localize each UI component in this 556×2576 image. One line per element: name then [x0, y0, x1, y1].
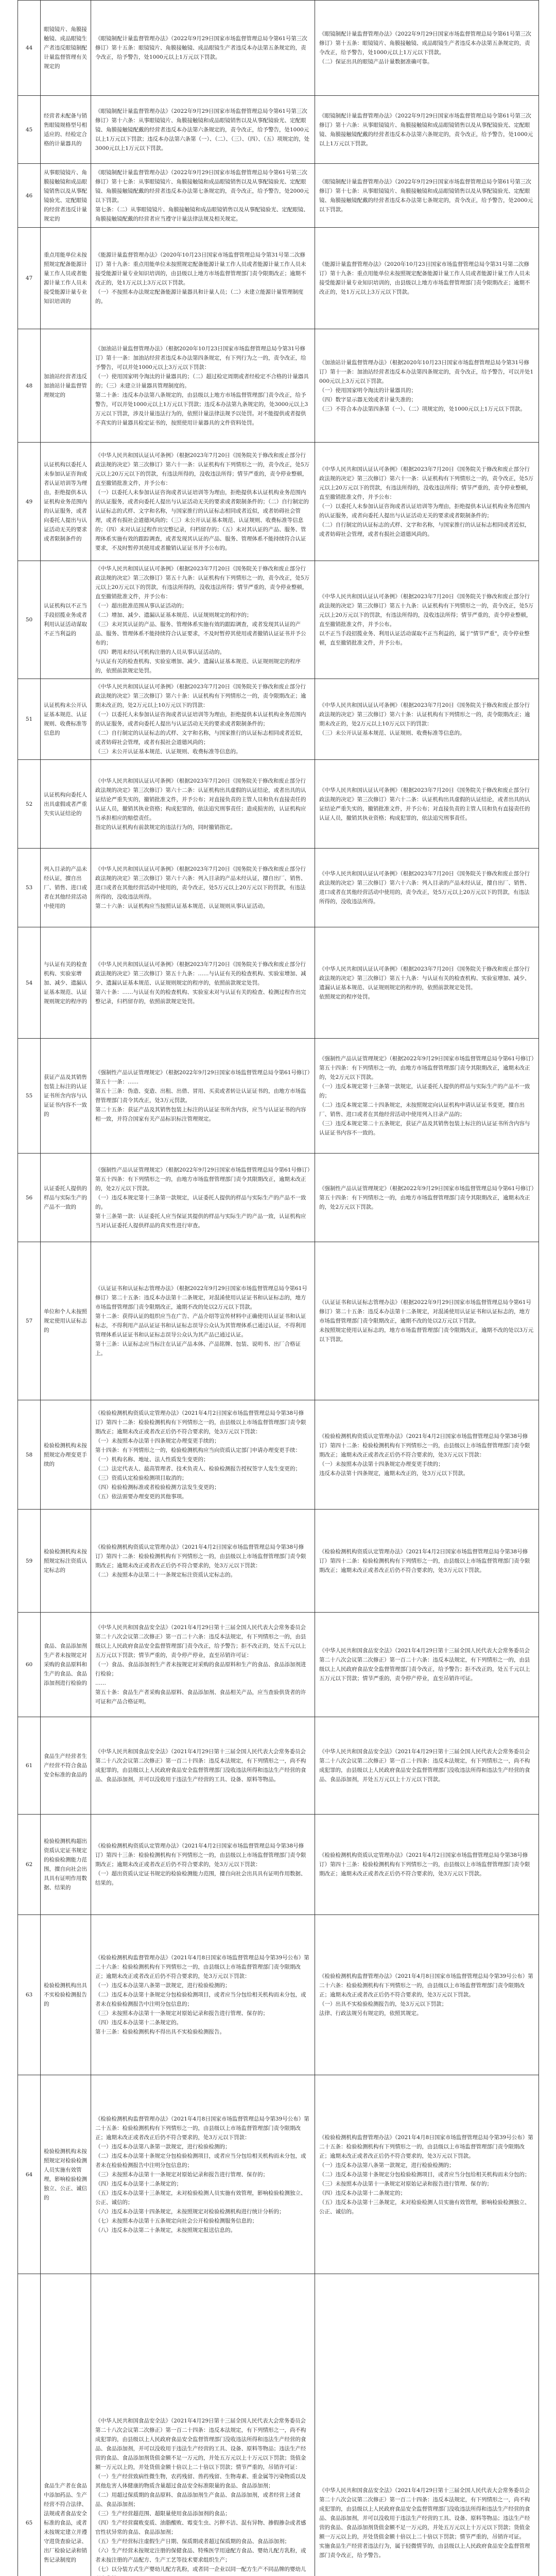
violation-name-cell [41, 1510, 91, 1613]
row-number-cell [18, 1242, 41, 1400]
violation-name-cell [41, 2075, 91, 2274]
table-row [18, 927, 539, 1039]
penalty-standard-cell [315, 164, 539, 228]
row-number-cell [18, 2274, 41, 2576]
penalty-basis-cell [91, 1039, 315, 1154]
violation-name-cell [41, 164, 91, 228]
row-number-cell [18, 1815, 41, 1915]
violation-name-cell [41, 1815, 91, 1915]
row-number: 52 [25, 801, 33, 807]
penalty-standard: 《认证证书和认证标志管理办法》（根据2022年9月29日国家市场监督管理总局令第61号修订）第二十五条：违反本办法第十二条规定，对混淆使用认证证书和认证标志的，地方市场监督管理部门责令限期改正，逾期不改的处以2万元以下罚款。 未按照规定使用认证标志的，地方市场监督管理部门责令限期改正，逾期不改的处以3万元以下罚款。 [319, 1299, 534, 1343]
penalty-basis-cell [91, 561, 315, 679]
penalty-standard: 《检验检测机构资质认定管理办法》（2021年4月2日国家市场监督管理总局令第38号修订）第四十二条：检验检测机构有下列情形之一的，由县级以上市场监督管理部门责令限期改正；逾期未改正或者改正后仍不符合要求的，处3万元以下罚款： （一）未按照本办法第十四条规定办理变更手续的； 违反本办法第十四条规定，逾期未改正的，处3万元以下罚款。 [319, 1433, 530, 1477]
row-number-cell [18, 443, 41, 561]
penalty-standard: 《检验检测机构资质认定管理办法》（2021年4月2日国家市场监督管理总局令第38号修订）第四十三条：检验检测机构有下列情形之一的，由县级以上市场监督管理部门责令限期改正；逾期未改正或者改正后仍不符合要求的，处3万元以下罚款。 [319, 1852, 530, 1877]
penalty-basis-cell [91, 1154, 315, 1242]
penalty-basis-cell [91, 1613, 315, 1717]
violation-name-cell [41, 927, 91, 1039]
table-row [18, 1154, 539, 1242]
violation-name: 检验检测机构未按照规定标注资质认定标志的 [44, 1548, 87, 1573]
penalty-basis-cell [91, 1400, 315, 1510]
penalty-standard-cell [315, 927, 539, 1039]
penalty-standard: 《中华人民共和国认证认可条例》（根据2023年7月20日《国务院关于修改和废止部分行政法规的决定》第三次修订）第六十二条：认证机构出具虚假的认证结论，或者出具的认证结论严重失实的，撤销批准文件，并予公布；对直接负责的主管人员和负有直接责任的认证人员，撤销其执业资格；构成犯罪的，依法追究刑事责任。 [319, 787, 530, 821]
penalty-standard-cell [315, 1, 539, 96]
row-number-cell [18, 329, 41, 443]
violation-name-cell [41, 1, 91, 96]
violation-name-cell [41, 1717, 91, 1815]
penalty-basis-cell [91, 2274, 315, 2576]
penalty-basis: 《检验检测机构资质认定管理办法》（2021年4月2日国家市场监督管理总局令第38号修订）第四十二条：检验检测机构有下列情形之一的，由县级以上市场监督管理部门责令限期改正；逾期未改正或者改正后仍不符合要求的，处3万元以下罚款： （二）未按照本办法第二十一条规定标注资质认定标志的。 [95, 1544, 306, 1578]
penalty-basis-cell [91, 760, 315, 849]
penalty-standard: 《检验检测机构监督管理办法》（2021年4月8日国家市场监督管理总局令第39号公布）第二十六条：检验检测机构有下列情形之一的，由县级以上市场监督管理部门责令限期改正；逾期未改正或者改正后仍不符合要求的，处3万元以下罚款。 （一）出具不实检验检测报告的，处3万元以下罚款； 法律、行政法规另有规定的，依照其规定。 [319, 1973, 533, 2016]
row-number: 57 [25, 1318, 33, 1324]
penalty-basis: 《强制性产品认证管理规定》（根据2022年9月29日国家市场监督管理总局令第61号修订）第五十一条：…… 第五十三条：伪造、变造、出租、出借、冒用、买卖或者转让认证证书的，由地方市场监督管理部门责令其改正，处3万元罚款。 第二十五条：获证产品及其销售包装上标注的认证证书所含内容，应当与认证证书的内容相一致，并符合国家有关产品标识标注管理规定。 [95, 1070, 310, 1122]
penalty-table [18, 0, 539, 2576]
penalty-standard: 《强制性产品认证管理规定》（根据2022年9月29日国家市场监督管理总局令第61号修订）第五十四条：有下列情形之一的，由地方市场监督管理部门责令其限期改正，逾期未改正的，处2万元以下罚款。 （一）违反本规定第十三条第一款规定，认证委托人提供的样品与实际生产的产品不一致的； （二）违反本规定第二十四条规定，未按照规定向认证机构申请认证证书变更，擅自出厂、销售、进口或者在其他经营活动中使用列入目录产品的； （三）违反本规定第二十五条规定，获证产品及其销售包装上标注的认证证书所含内容与认证证书内容不一致的。 [319, 1056, 534, 1136]
violation-name: 食品生产者在食品中添加药品、生产经营不符合法律、法规或者食品安全标准的食品，或者未按规定建立并遵守进货查验记录、出厂检验记录和销售记录制度的 [44, 2482, 87, 2563]
penalty-standard-cell [315, 679, 539, 760]
penalty-standard-cell [315, 1613, 539, 1717]
violation-name: 获证产品及其销售包装上标注的认证证书所含内容与认证证书内容不一致的 [44, 1074, 87, 1117]
penalty-basis: 《检验检测机构监督管理办法》（2021年4月8日国家市场监督管理总局令第39号公布）第二十五条：检验检测机构有下列情形之一的，由县级以上市场监督管理部门责令限期改正；逾期未改正或者改正后仍不符合要求的，处3万元以下罚款： （一）违反本办法第八条第一款规定，进行检验检测的； （二）违反本办法第十条规定分包检验检测项目，或者应当分包给相关机构而未分包，或者未在检验检测报告中注明分包信息的； （三）未按照本办法第十一条规定对原始记录和报告进行管理、保存的； （四）违反本办法第十二条规定的； （五）违反本办法第十三条规定，未对检验检测人员实施有效管理，影响检验检测独立、公正、诚信的； （六）违反本办法第十四条规定，未按照规定对检验检测机构进行统计分析的； （七）未按照本办法第十五条规定向社会公开检验检测服务信息的； （八）违反本办法第二十条规定，未按照规定报送信息的。 [95, 2115, 309, 2233]
penalty-basis-cell [91, 1915, 315, 2075]
penalty-standard-cell [315, 849, 539, 927]
row-number: 46 [25, 192, 33, 199]
penalty-standard-cell [315, 1400, 539, 1510]
penalty-basis: 《检验检测机构资质认定管理办法》（2021年4月2日国家市场监督管理总局令第38号修订）第四十二条：检验检测机构有下列情形之一的，由县级以上市场监督管理部门责令限期改正；逾期未改正或者改正后仍不符合要求的，处3万元以下罚款： （一）未按照本办法第十四条规定办理变更手续的； 第十四条：有下列情形之一的，检验检测机构应当向资质认定部门申请办理变更手续： （一）机构名称、地址、法人性质发生变更的； （二）法定代表人、最高管理者、技术负责人、检验检测报告授权签字人发生变更的； （三）资质认定检验检测项目取消的； （四）检验检测标准或者检验检测方法发生变更的； （五）依法需要办理变更的其他事项。 [95, 1410, 306, 1500]
penalty-basis: 《检验检测机构资质认定管理办法》（2021年4月2日国家市场监督管理总局令第38号修订）第四十三条：检验检测机构有下列情形之一的，由县级以上市场监督管理部门责令限期改正；逾期未改正或者改正后仍不符合要求的，处3万元以下罚款： （一）超出资质认定证书规定的检验检测能力范围，擅自向社会出具具有证明作用数据、结果的。 [95, 1843, 306, 1886]
row-number-cell [18, 679, 41, 760]
table-row [18, 2075, 539, 2274]
penalty-basis: 《中华人民共和国认证认可条例》（根据2023年7月20日《国务院关于修改和废止部分行政法规的决定》第三次修订）第六十条：认证机构有下列情形之一的，责令限期改正；逾期未改正的，处2万元以上10万元以下的罚款： （一）以委托人未参加认证咨询或者认证培训等为理由，拒绝提供本认证机构业务范围内的认证服务，或者向委托人提出与认证活动无关的要求或者限制条件的； （二）自行制定的认证标志的式样、文字和名称，与国家推行的认证标志相同或者近似，或者妨碍社会管理，或者有损社会道德风尚的； （三）未公开认证基本规范、认证规则、收费标准等信息的。 [95, 684, 306, 755]
table-row [18, 329, 539, 443]
penalty-basis-cell [91, 1242, 315, 1400]
penalty-standard: 《中华人民共和国认证认可条例》（根据2023年7月20日《国务院关于修改和废止部分行政法规的决定》第三次修订）第六十条：认证机构有下列情形之一的，责令限期改正；逾期未改正的，处2万元以上10万元以下的罚款： （三）未公开认证基本规范、认证规则、收费标准等信息的。 [319, 702, 530, 736]
penalty-standard-cell [315, 1242, 539, 1400]
table-row [18, 561, 539, 679]
table-row [18, 96, 539, 164]
violation-name-cell [41, 96, 91, 164]
violation-name: 认证委托人提供的样品与实际生产的产品不一致的 [44, 1185, 87, 1210]
table-row [18, 849, 539, 927]
violation-name: 认证机构未公开认证基本规范、认证规则、收费标准等信息的 [44, 702, 87, 736]
violation-name-cell [41, 228, 91, 329]
penalty-basis-cell [91, 927, 315, 1039]
table-row [18, 443, 539, 561]
penalty-standard-cell [315, 443, 539, 561]
penalty-standard: 《加油站计量监督管理办法》（根据2020年10月23日国家市场监督管理总局令第31号修订）第十一条：加油站经营者违反本办法第四条规定的，责令改正，给予警告，可以并处1000元以上3万元以下罚款。 （一）使用国家明令淘汰的计量器具的； （四）数字显示器无效或者计量失准的； （三）不符合本办法第四条第（一）、（二）项规定的，处1000元以上1万元以下罚款。 [319, 359, 534, 412]
penalty-basis: 《中华人民共和国认证认可条例》（根据2023年7月20日《国务院关于修改和废止部分行政法规的决定》第三次修订）第五十九条：……与认证有关的检查机构、实验室增加、减少、遗漏认证基本规范、认证规则规定的程序的，依照前款规定处罚。 第六十条：……与认证有关的检查机构、实验室未对与认证有关的检查、检测过程作出完整记录，归档留存的，依照前款规定处罚。 [95, 961, 306, 1005]
row-number: 56 [25, 1194, 33, 1201]
row-number: 63 [25, 1992, 33, 1998]
penalty-standard-cell [315, 1815, 539, 1915]
violation-name-cell [41, 760, 91, 849]
penalty-standard-cell [315, 561, 539, 679]
row-number: 45 [25, 126, 33, 133]
violation-name: 食品、食品添加剂生产者未按规定对采购的食品原料和生产的食品、食品添加剂进行检验的 [44, 1643, 87, 1686]
penalty-basis-cell [91, 1, 315, 96]
penalty-standard: 《中华人民共和国食品安全法》（2021年4月29日第十三届全国人民代表大会常务委员会第二十八次会议第二次修正）第一百二十四条：违反本法规定，有下列情形之一，尚不构成犯罪的，由县级以上人民政府食品安全监督管理部门没收违法所得和违法生产经营的食品、食品添加剂，并处五万元以上十万元以下罚款。 [319, 1749, 530, 1783]
violation-name-cell [41, 1915, 91, 2075]
violation-name: 从事眼镜镜片、角膜接触镜和成品眼镜销售以及从事配镜验光、定配眼镜的经营者违反计量规定的 [44, 169, 87, 222]
penalty-standard-cell [315, 228, 539, 329]
violation-name: 检验检测机构未按照规定对检验检测人员实施有效管理，影响检验检测独立、公正、诚信的 [44, 2148, 87, 2201]
row-number-cell [18, 1039, 41, 1154]
violation-name: 认证机构向委托人出具虚假或者严重失实认证结论的 [44, 791, 87, 817]
penalty-standard: 《中华人民共和国食品安全法》（2021年4月29日第十三届全国人民代表大会常务委员会第二十八次会议第二次修正）第一百二十六条：违反本法规定，有下列情形之一的，由县级以上人民政府食品安全监督管理部门责令改正，给予警告；拒不改正的，处五千元以上五万元以下罚款；情节严重的，责令停产停业，直至吊销许可证。 [319, 1648, 530, 1682]
penalty-basis-cell [91, 228, 315, 329]
row-number-cell [18, 760, 41, 849]
row-number-cell [18, 561, 41, 679]
row-number: 49 [25, 498, 33, 505]
table-row [18, 1, 539, 96]
penalty-basis: 《认证证书和认证标志管理办法》（根据2022年9月29日国家市场监督管理总局令第61号修订）第二十五条：违反本办法第十二条规定，对混淆使用认证证书和认证标志的，地方市场监督管理部门责令限期改正，逾期不改的处以2万元以下罚款。 第十二条：获得认证的组织应当在广告、产品介绍等宣传材料中正确使用认证证书和认证标志，不得利用产品认证证书和认证标志误导公众认为其管理体系已通过认证，不得利用管理体系认证证书和认证标志误导公众认为其产品已通过认证。 第十三条：认证标志应当标注在认证产品本体、产品铭牌、包装、说明书、出厂合格证上。 [95, 1285, 307, 1357]
penalty-basis-cell [91, 96, 315, 164]
penalty-basis: 《眼镜制配计量监督管理办法》（2022年9月29日国家市场监督管理总局令第61号第三次修订）第十五条：眼镜镜片、角膜接触镜、成品眼镜生产者违反本办法第五条规定的，责令改正，给予警告，处1000元以上1万元以下罚款。 [95, 36, 307, 60]
penalty-standard-cell [315, 2075, 539, 2274]
row-number-cell [18, 2075, 41, 2274]
violation-name-cell [41, 329, 91, 443]
penalty-basis: 《中华人民共和国食品安全法》（2021年4月29日第十三届全国人民代表大会常务委员会第二十八次会议第二次修正）第一百二十四条：违反本法规定，有下列情形之一，尚不构成犯罪的，由县级以上人民政府食品安全监督管理部门没收违法所得和违法生产经营的食品、食品添加剂，并可以没收用于违法生产经营的工具、设备、原料等物品；违法生产经营的食品、食品添加剂货值金额不足一万元的，并处五万元以上十万元以下罚款；货值金额一万元以上的，并处货值金额十倍以上二十倍以下罚款；情节严重的，吊销许可证： （一）生产经营致病性微生物，农药残留、兽药残留、生物毒素、重金属等污染物质以及其他危害人体健康的物质含量超过食品安全标准限量的食品、食品添加剂； （二）用超过保质期的食品原料、食品添加剂生产食品、食品添加剂，或者经营上述食品、食品添加剂； （三）生产经营超范围、超限量使用食品添加剂的食品； （四）生产经营腐败变质、油脂酸败、霉变生虫、污秽不洁、混有异物、掺假掺杂或者感官性状异常的食品、食品添加剂； （五）生产经营标注虚假生产日期、保质期或者超过保质期的食品、食品添加剂； （六）生产经营未按规定注册的保健食品、特殊医学用途配方食品、婴幼儿配方乳粉，或者未按注册的产品配方、生产工艺等技术要求组织生产； （七）以分装方式生产婴幼儿配方乳粉，或者同一企业以同一配方生产不同品牌的婴幼儿 [95, 2417, 306, 2572]
violation-name-cell [41, 561, 91, 679]
row-number: 44 [25, 45, 33, 51]
penalty-basis-cell [91, 1815, 315, 1915]
penalty-standard-cell [315, 1154, 539, 1242]
violation-name-cell [41, 443, 91, 561]
penalty-basis: 《能源计量监督管理办法》（2020年10月23日国家市场监督管理总局令第31号第二次修订）第十九条：重点用能单位未按照规定配备能源计量工作人员或者能源计量工作人员未接受能源计量专业知识培训的，由县级以上地方市场监督管理部门责令限期改正；逾期不改正的，处1万元以上3万元以下罚款。 （一）不按照本办法规定配备能源计量器具和计量人员；（二）未建立能源计量管理制度的。 [95, 252, 306, 304]
violation-name: 与认证有关的检查机构、实验室增加、减少、遗漏认证基本规范、认证规则规定的程序的 [44, 961, 87, 1005]
violation-name-cell [41, 1400, 91, 1510]
table-row [18, 1915, 539, 2075]
row-number-cell [18, 1613, 41, 1717]
violation-name-cell [41, 679, 91, 760]
row-number: 61 [25, 1762, 33, 1769]
penalty-standard-cell [315, 2274, 539, 2576]
row-number: 53 [25, 885, 33, 891]
row-number: 54 [25, 979, 33, 986]
penalty-basis-cell [91, 443, 315, 561]
penalty-standard: 《中华人民共和国认证认可条例》（根据2023年7月20日《国务院关于修改和废止部分行政法规的决定》第三次修订）第五十九条：认证机构有下列情形之一的，责令改正，处5万元以上20万元以下的罚款，有违法所得的，没收违法所得；情节严重的，责令停业整顿，直至撤销批准文件，并予公布。 以不正当手段招揽业务、利用认证活动谋取不正当利益的，属于"情节严重"，责令停业整顿，直至撤销批准文件，并予公布。 [319, 594, 534, 646]
penalty-basis: 《强制性产品认证管理规定》（根据2022年9月29日国家市场监督管理总局令第61号修订）第五十四条：有下列情形之一的，由地方市场监督管理部门责令其限期改正，逾期未改正的，处2万元以下罚款。 （一）违反本规定第十三条第一款规定，认证委托人提供的样品与实际生产的产品不一致的。 第十三条第一款：认证委托人应当保证其提供的样品与实际生产的产品一致，认证机构应当对认证委托人提供样品的真实性进行审查。 [95, 1166, 310, 1229]
row-number: 62 [25, 1861, 33, 1868]
violation-name: 列入目录的产品未经认证，擅自出厂、销售、进口或者在其他经营活动中使用的 [44, 866, 87, 909]
row-number: 64 [25, 2171, 33, 2178]
row-number: 47 [25, 275, 33, 281]
penalty-standard: 《中华人民共和国认证认可条例》（根据2023年7月20日《国务院关于修改和废止部分行政法规的决定》第三次修订）第五十九条：与认证有关的检查机构、实验室增加、减少、遗漏认证基本规范、认证规则规定的程序的，依照前款规定处罚。 依照规定的程序处罚。 [319, 965, 530, 1000]
violation-name: 眼镜镜片、角膜接触镜、成品眼镜生产者违反眼镜制配计量监督管理有关规定的 [44, 26, 87, 70]
row-number-cell [18, 1, 41, 96]
violation-name: 经营者未配备与销售眼镜规格型号相适应的、经检定合格的计量器具的 [44, 112, 87, 147]
penalty-basis: 《眼镜制配计量监督管理办法》（2022年9月29日国家市场监督管理总局令第61号第三次修订）第十七条：从事眼镜镜片、角膜接触镜和成品眼镜销售以及从事配镜验光、定配眼镜、角膜接触镜配戴的经营者违反本办法第七条规定的，责令改正，给予警告，处2000元以下罚款。 第七条：（二）从事眼镜镜片、角膜接触镜和成品眼镜销售以及从事配镜验光、定配眼镜、角膜接触镜配戴的经营者应当遵守计量法律法规及相关规定。 [95, 169, 309, 222]
table-row [18, 760, 539, 849]
penalty-standard-cell [315, 329, 539, 443]
penalty-basis-cell [91, 679, 315, 760]
table-row [18, 1613, 539, 1717]
penalty-standard: 《眼镜制配计量监督管理办法》（2022年9月29日国家市场监督管理总局令第61号第三次修订）第十六条：从事眼镜镜片、角膜接触镜和成品眼镜销售以及从事配镜验光、定配眼镜、角膜接触镜配戴的经营者违反本办法第六条规定的，责令改正，给予警告，处1000元以上1万元以下罚款。 [319, 112, 533, 147]
penalty-standard-cell [315, 1510, 539, 1613]
violation-name-cell [41, 1613, 91, 1717]
penalty-basis: 《加油站计量监督管理办法》（根据2020年10月23日国家市场监督管理总局令第31号修订）第十一条：加油站经营者违反本办法第四条规定，有下列行为之一的，责令改正，给予警告，可以并处1000元以上3万元以下罚款： （一）使用国家明令淘汰的计量器具的；（二）超过检定周期或者经检定不合格的计量器具的；（三）未建立计量器具管理制度的。 第二十条：违反本办法第八条规定的，由县级以上地方市场监督管理部门责令改正，给予警告，可以并处1000元以上1万元以下罚款；违反本办法第九条规定的，处3000元以上3万元以下罚款，涉及计量违法行为的，依照计量法律法规予以处罚。对不能提供或者提供不真实的计量器具检定证书的，按照使用计量器具的文件资料处罚。 [95, 345, 309, 426]
row-number: 48 [25, 382, 33, 389]
violation-name-cell [41, 1039, 91, 1154]
row-number: 51 [25, 716, 33, 722]
row-number-cell [18, 849, 41, 927]
penalty-standard: 《眼镜制配计量监督管理办法》（2022年9月29日国家市场监督管理总局令第61号第三次修订）第十五条：眼镜镜片、角膜接触镜、成品眼镜生产者违反本办法第五条规定的，责令改正，给予警告，处1000元以上1万元以下罚款。 （二）保证出具的眼镜产品计量数据准确可靠。 [319, 31, 531, 65]
violation-name: 单位和个人未按照规定使用认证标志的 [44, 1309, 87, 1333]
penalty-basis: 《中华人民共和国认证认可条例》（根据2023年7月20日《国务院关于修改和废止部分行政法规的决定》第三次修订）第六十一条：认证机构有下列情形之一的，责令改正，处5万元以上20万元以下的罚款，有违法所得的，没收违法所得；情节严重的，责令停业整顿，直至撤销批准文件，并予公布： （一）以委托人未参加认证咨询或者认证培训等为理由，拒绝提供本认证机构业务范围内的认证服务，或者向委托人提出与认证活动无关的要求或者限制条件的；（二）自行制定的认证标志的式样、文字和名称，与国家推行的认证标志相同或者近似，或者妨碍社会管理，或者有损社会道德风尚的；（三）未公开认证基本规范、认证规则、收费标准等信息的；（四）未对认证过程作出完整记录，归档留存的；（五）未对其认证的产品、服务、管理体系实施有效的跟踪调查，或者发现其认证的产品、服务、管理体系不能持续符合认证要求，不及时暂停其使用或者撤销认证证书并予公布的。 [95, 452, 310, 551]
row-number-cell [18, 1915, 41, 2075]
penalty-standard: 《中华人民共和国认证认可条例》（根据2023年7月20日《国务院关于修改和废止部分行政法规的决定》第三次修订）第六十一条：认证机构有下列情形之一的，责令改正，处5万元以上20万元以下的罚款，有违法所得的，没收违法所得；情节严重的，责令停业整顿，直至撤销批准文件，并予公布： （一）以委托人未参加认证咨询或者认证培训等为理由，拒绝提供本认证机构业务范围内的认证服务，或者向委托人提出与认证活动无关的要求或者限制条件的； （二）自行制定的认证标志的式样、文字和名称，与国家推行的认证标志相同或者近似，或者妨碍社会管理，或者有损社会道德风尚的。 [319, 466, 534, 537]
violation-name: 认证机构以不正当手段招揽业务或者利用认证活动谋取不正当利益的 [44, 603, 87, 637]
table-body [18, 1, 539, 2576]
row-number: 58 [25, 1451, 33, 1458]
table-row [18, 1400, 539, 1510]
violation-name: 检验检测机构超出资质认定证书规定的检验检测能力范围，擅自向社会出具具有证明作用数据、结果的 [44, 1838, 87, 1891]
row-number: 59 [25, 1557, 33, 1564]
penalty-standard-cell [315, 1915, 539, 2075]
row-number: 65 [25, 2519, 33, 2526]
penalty-standard: 《能源计量监督管理办法》（2020年10月23日国家市场监督管理总局令第31号第二次修订）第十九条：重点用能单位未按照规定配备能源计量工作人员或者能源计量工作人员未接受能源计量专业知识培训的，由县级以上地方市场监督管理部门责令限期改正；逾期不改正的，处1万元以上3万元以下罚款。 [319, 261, 530, 295]
row-number: 50 [25, 617, 33, 623]
violation-name: 加油站经营者违反加油站计量监督管理规定的 [44, 373, 87, 398]
penalty-standard-cell [315, 1039, 539, 1154]
penalty-standard: 《中华人民共和国认证认可条例》（根据2023年7月20日《国务院关于修改和废止部分行政法规的决定》第三次修订）第六十六条：列入目录的产品未经认证，擅自出厂、销售、进口或者在其他经营活动中使用的，责令改正，处5万元以上20万元以下的罚款，有违法所得的，没收违法所得。 [319, 871, 530, 905]
violation-name-cell [41, 2274, 91, 2576]
penalty-basis-cell [91, 2075, 315, 2274]
penalty-basis: 《中华人民共和国认证认可条例》（根据2023年7月20日《国务院关于修改和废止部分行政法规的决定》第三次修订）第六十六条：列入目录的产品未经认证，擅自出厂、销售、进口或者在其他经营活动中使用的，责令改正，处5万元以上20万元以下的罚款，有违法所得的，没收违法所得。 第二十六条：认证机构应当按照认证基本规范、认证规则从事认证活动。 [95, 866, 306, 909]
penalty-basis: 《中华人民共和国认证认可条例》（根据2023年7月20日《国务院关于修改和废止部分行政法规的决定》第三次修订）第六十二条：认证机构出具虚假的认证结论，或者出具的认证结论严重失实的，撤销批准文件，并予公布；对直接负责的主管人员和负有直接责任的认证人员，撤销其执业资格；构成犯罪的，依法追究刑事责任；造成损害的，认证机构应当承担相应的赔偿责任。 指定的认证机构有前款规定的违法行为的，同时撤销指定。 [95, 777, 306, 831]
penalty-basis-cell [91, 329, 315, 443]
table-row [18, 1039, 539, 1154]
violation-name: 检验检测机构出具不实检验检测报告的 [44, 1982, 87, 2007]
violation-name: 认证机构以委托人未参加认证咨询或者认证培训等为理由，拒绝提供本认证机构业务范围内的认证服务，或者向委托人提出与认证活动无关的要求或者限制条件的 [44, 461, 87, 542]
penalty-standard: 《检验检测机构资质认定管理办法》（2021年4月2日国家市场监督管理总局令第38号修订）第四十二条：检验检测机构有下列情形之一的，由县级以上市场监督管理部门责令限期改正；逾期未改正或者改正后仍不符合要求的，处3万元以下罚款。 [319, 1548, 530, 1573]
row-number-cell [18, 228, 41, 329]
penalty-basis-cell [91, 164, 315, 228]
penalty-basis: 《中华人民共和国认证认可条例》（根据2023年7月20日《国务院关于修改和废止部分行政法规的决定》第三次修订）第五十九条：认证机构有下列情形之一的，责令改正，处5万元以上20万元以下的罚款，有违法所得的，没收违法所得；情节严重的，责令停业整顿，直至撤销批准文件，并予公布： （一）超出批准范围从事认证活动的； （二）增加、减少、遗漏认证基本规范、认证规则规定的程序的； （三）未对其认证的产品、服务、管理体系实施有效的跟踪调查，或者发现其认证的产品、服务、管理体系不能持续符合认证要求，不及时暂停其使用或者撤销认证证书并予公布的； （四）聘用未经认可机构注册的人员从事认证活动的。 与认证有关的检查机构、实验室增加、减少、遗漏认证基本规范、认证规则规定的程序的，依照前款规定处罚。 [95, 566, 310, 674]
violation-name: 检验检测机构未按照规定办理变更手续的 [44, 1442, 87, 1467]
penalty-basis-cell [91, 1510, 315, 1613]
penalty-standard: 《眼镜制配计量监督管理办法》（2022年9月29日国家市场监督管理总局令第61号第三次修订）第十七条：从事眼镜镜片、角膜接触镜和成品眼镜销售以及从事配镜验光、定配眼镜、角膜接触镜配戴的经营者违反本办法第七条规定的，责令改正，给予警告，处2000元以下罚款。 [319, 178, 533, 213]
penalty-standard: 《强制性产品认证管理规定》（根据2022年9月29日国家市场监督管理总局令第61号修订）第五十四条：有下列情形之一的，由地方市场监督管理部门责令其限期改正，逾期未改正的，处2万元以下罚款。 [319, 1185, 534, 1210]
row-number: 60 [25, 1662, 33, 1668]
table-row [18, 164, 539, 228]
penalty-standard-cell [315, 96, 539, 164]
table-row [18, 1815, 539, 1915]
penalty-basis: 《眼镜制配计量监督管理办法》（2022年9月29日国家市场监督管理总局令第61号第三次修订）第十六条：从事眼镜镜片、角膜接触镜和成品眼镜销售以及从事配镜验光、定配眼镜、角膜接触镜配戴的经营者违反本办法第六条规定的，责令改正，给予警告，处1000元以上1万元以下罚款；违反本办法第六条第（一）、（二）、（三）、（四）、（五）项规定的，处3000元以上1万元以下罚款。 [95, 108, 310, 151]
row-number-cell [18, 1154, 41, 1242]
table-row [18, 679, 539, 760]
table-row [18, 1717, 539, 1815]
table-row [18, 1242, 539, 1400]
penalty-basis: 《检验检测机构监督管理办法》（2021年4月8日国家市场监督管理总局令第39号公布）第二十六条：检验检测机构有下列情形之一的，由县级以上市场监督管理部门责令限期改正；逾期未改正或者改正后仍不符合要求的，处3万元以下罚款： （一）违反本办法第八条第一款规定，进行检验检测的； （二）违反本办法第十条规定分包检验检测项目，或者应当分包给相关机构而未分包，或者未在检验检测报告中注明分包信息的； （三）未按照本办法第十一条规定对原始记录和报告进行管理、保存的； （四）违反本办法第十二条规定的。 第十三条：检验检测机构不得出具不实检验检测报告。 [95, 1955, 309, 2035]
row-number-cell [18, 96, 41, 164]
penalty-standard: 《中华人民共和国食品安全法》（2021年4月29日第十三届全国人民代表大会常务委员会第二十八次会议第二次修正）第一百二十四条：违反本法规定，有下列情形之一，尚不构成犯罪的，由县级以上人民政府食品安全监督管理部门没收违法所得和违法生产经营的食品、食品添加剂，并可以没收用于违法生产经营的工具、设备、原料等物品；违法生产经营的食品、食品添加剂货值金额不足一万元的，并处五万元以上十万元以下罚款；货值金额一万元以上的，并处货值金额十倍以上二十倍以下罚款；情节严重的，吊销许可证。 实施食品生产经营者违法行为，属于轻微情节的，由县级以上人民政府食品安全监督管理部门责令改正，给予警告。 [319, 2487, 530, 2558]
row-number-cell [18, 1400, 41, 1510]
violation-name-cell [41, 1242, 91, 1400]
violation-name-cell [41, 1154, 91, 1242]
penalty-standard-cell [315, 760, 539, 849]
table-row [18, 2274, 539, 2576]
table-row [18, 1510, 539, 1613]
violation-name: 食品生产经营者生产经营不符合食品安全标准的食品的 [44, 1753, 87, 1778]
table-row [18, 228, 539, 329]
row-number-cell [18, 1717, 41, 1815]
penalty-basis-cell [91, 1717, 315, 1815]
penalty-basis: 《中华人民共和国食品安全法》（2021年4月29日第十三届全国人民代表大会常务委员会第二十八次会议第二次修正）第一百二十六条：违反本法规定，有下列情形之一的，由县级以上人民政府食品安全监督管理部门责令改正，给予警告；拒不改正的，处五千元以上五万元以下罚款；情节严重的，责令停产停业，直至吊销许可证： （一）食品、食品添加剂生产者未按规定对采购的食品原料和生产的食品、食品添加剂进行检验； …… 第五十条：食品生产者采购食品原料、食品添加剂、食品相关产品，应当查验供货者的许可证和产品合格证明。 [95, 1624, 306, 1705]
row-number: 55 [25, 1093, 33, 1099]
penalty-basis: 《中华人民共和国食品安全法》（2021年4月29日第十三届全国人民代表大会常务委员会第二十八次会议第二次修正）第一百二十四条：违反本法规定，有下列情形之一，尚不构成犯罪的，由县级以上人民政府食品安全监督管理部门没收违法所得和违法生产经营的食品、食品添加剂，并可以没收用于违法生产经营的工具、设备、原料等物品。 [95, 1749, 306, 1783]
penalty-standard: 《检验检测机构监督管理办法》（2021年4月8日国家市场监督管理总局令第39号公布）第二十五条：检验检测机构有下列情形之一的，由县级以上市场监督管理部门责令限期改正；逾期未改正或者改正后仍不符合要求的，处3万元以下罚款。 （一）违反本办法第八条第一款规定，进行检验检测的； （二）违反本办法第十条规定分包检验检测项目，或者应当分包给相关机构而未分包的； （三）未按照本办法第十一条规定对原始记录和报告进行管理、保存的； （四）违反本办法第十二条规定的； （五）违反本办法第十三条规定，未对检验检测人员实施有效管理，影响检验检测独立、公正、诚信的。 [319, 2134, 533, 2215]
penalty-standard-cell [315, 1717, 539, 1815]
violation-name-cell [41, 849, 91, 927]
penalty-basis-cell [91, 849, 315, 927]
violation-name: 重点用能单位未按照规定配备能源计量工作人员或者能源计量工作人员未接受能源计量专业知识培训的 [44, 252, 87, 304]
row-number-cell [18, 1510, 41, 1613]
row-number-cell [18, 164, 41, 228]
row-number-cell [18, 927, 41, 1039]
